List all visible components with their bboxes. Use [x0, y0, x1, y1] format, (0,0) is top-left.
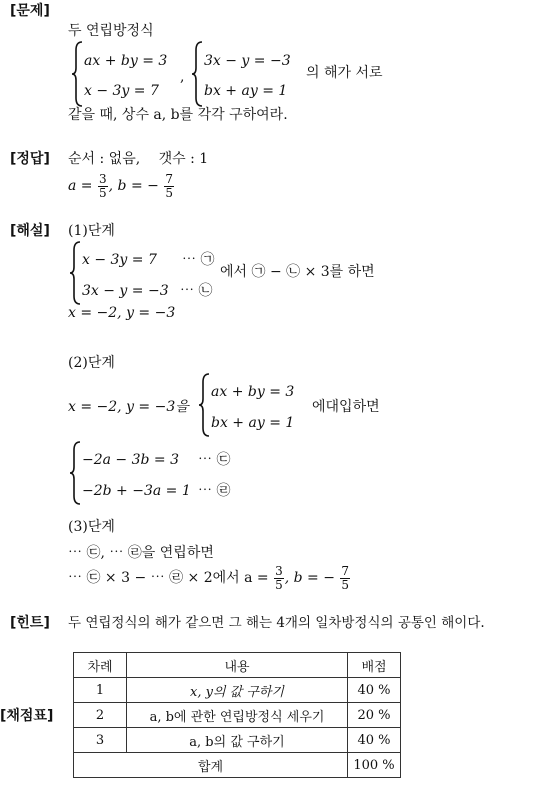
step3-b-num: 7: [341, 563, 350, 578]
brace-icon: [68, 440, 82, 506]
answer-b-fraction: [164, 173, 174, 200]
step1-mark1: ⋯ ㉠: [182, 252, 215, 268]
answer-order-text: 순서 : 없음,: [68, 151, 141, 167]
solution-step2: (2)단계: [68, 355, 115, 371]
answer-b-prefix: , b = −: [108, 178, 159, 194]
step3-a-den: 5: [275, 577, 283, 592]
rubric-row-score: 40 %: [348, 728, 401, 753]
brace-icon: [70, 40, 84, 108]
step3-a-num: 3: [275, 563, 283, 578]
rubric-label: [채점표]: [0, 708, 54, 724]
brace-icon: [197, 372, 211, 438]
answer-order: [68, 150, 208, 168]
rubric-header-no: 차례: [74, 653, 127, 678]
answer-count-text: 갯수 : 1: [158, 151, 209, 167]
step1-text: 에서 ㉠ − ㉡ × 3를 하면: [220, 264, 375, 280]
hint-text: 두 연립정식의 해가 같으면 그 해는 4개의 일차방정식의 공통인 해이다.: [68, 615, 485, 631]
step1-mark2: ⋯ ㉡: [180, 283, 213, 299]
step3-b-prefix: , b = −: [284, 570, 335, 586]
brace-icon: [68, 240, 82, 306]
problem-line3: 같을 때, 상수 a, b를 각각 구하여라.: [68, 107, 288, 123]
rubric-header-row: [74, 653, 401, 678]
rubric-header-content: 내용: [127, 653, 348, 678]
problem-trail: 의 해가 서로: [306, 65, 383, 81]
step3-b-den: 5: [341, 577, 350, 592]
system2-eq1: 3x − y = −3: [204, 53, 291, 69]
problem-label: [문제]: [10, 3, 50, 19]
step3-line2-text: ⋯ ㉢ × 3 − ⋯ ㉣ × 2에서 a =: [68, 570, 269, 586]
hint-label: [힌트]: [10, 615, 50, 631]
rubric-row-no: 3: [74, 728, 127, 753]
step2-eq4: −2b + −3a = 1: [82, 483, 191, 499]
answer-b-num: 7: [165, 171, 173, 186]
rubric-header-score: 배점: [348, 653, 401, 678]
step3-line2: [68, 560, 351, 596]
step2-text: 에대입하면: [312, 399, 380, 415]
rubric-total-row: [74, 753, 401, 778]
step3-a-fraction: [274, 565, 284, 592]
table-row: [74, 678, 401, 703]
answer-a-den: 5: [98, 185, 107, 200]
step2-eq3: −2a − 3b = 3: [82, 452, 180, 468]
step1-eq2: 3x − y = −3: [82, 283, 169, 299]
answer-b-den: 5: [165, 185, 173, 200]
step2-mark3: ⋯ ㉢: [198, 452, 231, 468]
answer-a-prefix: a =: [68, 178, 93, 194]
step3-b-fraction: [340, 565, 350, 592]
brace-icon: [190, 40, 204, 108]
answer-values: [68, 168, 175, 204]
rubric-table: [73, 652, 401, 778]
rubric-total-score: 100 %: [348, 753, 401, 778]
step2-eq1: ax + by = 3: [211, 384, 295, 400]
table-row: [74, 703, 401, 728]
rubric-total-label: 합계: [74, 753, 348, 778]
rubric-row-content: a, b의 값 구하기: [127, 728, 348, 753]
rubric-row-no: 1: [74, 678, 127, 703]
rubric-row-no: 2: [74, 703, 127, 728]
solution-step3: (3)단계: [68, 519, 115, 535]
table-row: [74, 728, 401, 753]
system2-eq2: bx + ay = 1: [204, 83, 288, 99]
system-separator: ,: [180, 69, 185, 85]
answer-label: [정답]: [10, 151, 50, 167]
answer-a-fraction: [98, 173, 108, 200]
solution-step1: (1)단계: [68, 223, 115, 239]
step1-eq1: x − 3y = 7: [82, 252, 157, 268]
rubric-row-score: 20 %: [348, 703, 401, 728]
rubric-row-content: x, y의 값 구하기: [127, 678, 348, 703]
problem-line1: 두 연립방정식: [68, 23, 154, 39]
step2-prefix: x = −2, y = −3을: [68, 399, 189, 415]
rubric-row-content: a, b에 관한 연립방정식 세우기: [127, 703, 348, 728]
system1-eq1: ax + by = 3: [84, 53, 168, 69]
step1-result: x = −2, y = −3: [68, 305, 176, 321]
rubric-row-score: 40 %: [348, 678, 401, 703]
system1-eq2: x − 3y = 7: [84, 83, 159, 99]
step3-line1: ⋯ ㉢, ⋯ ㉣을 연립하면: [68, 545, 214, 561]
step2-mark4: ⋯ ㉣: [198, 483, 231, 499]
answer-a-num: 3: [98, 171, 107, 186]
solution-label: [해설]: [10, 223, 50, 239]
step2-eq2: bx + ay = 1: [211, 415, 295, 431]
